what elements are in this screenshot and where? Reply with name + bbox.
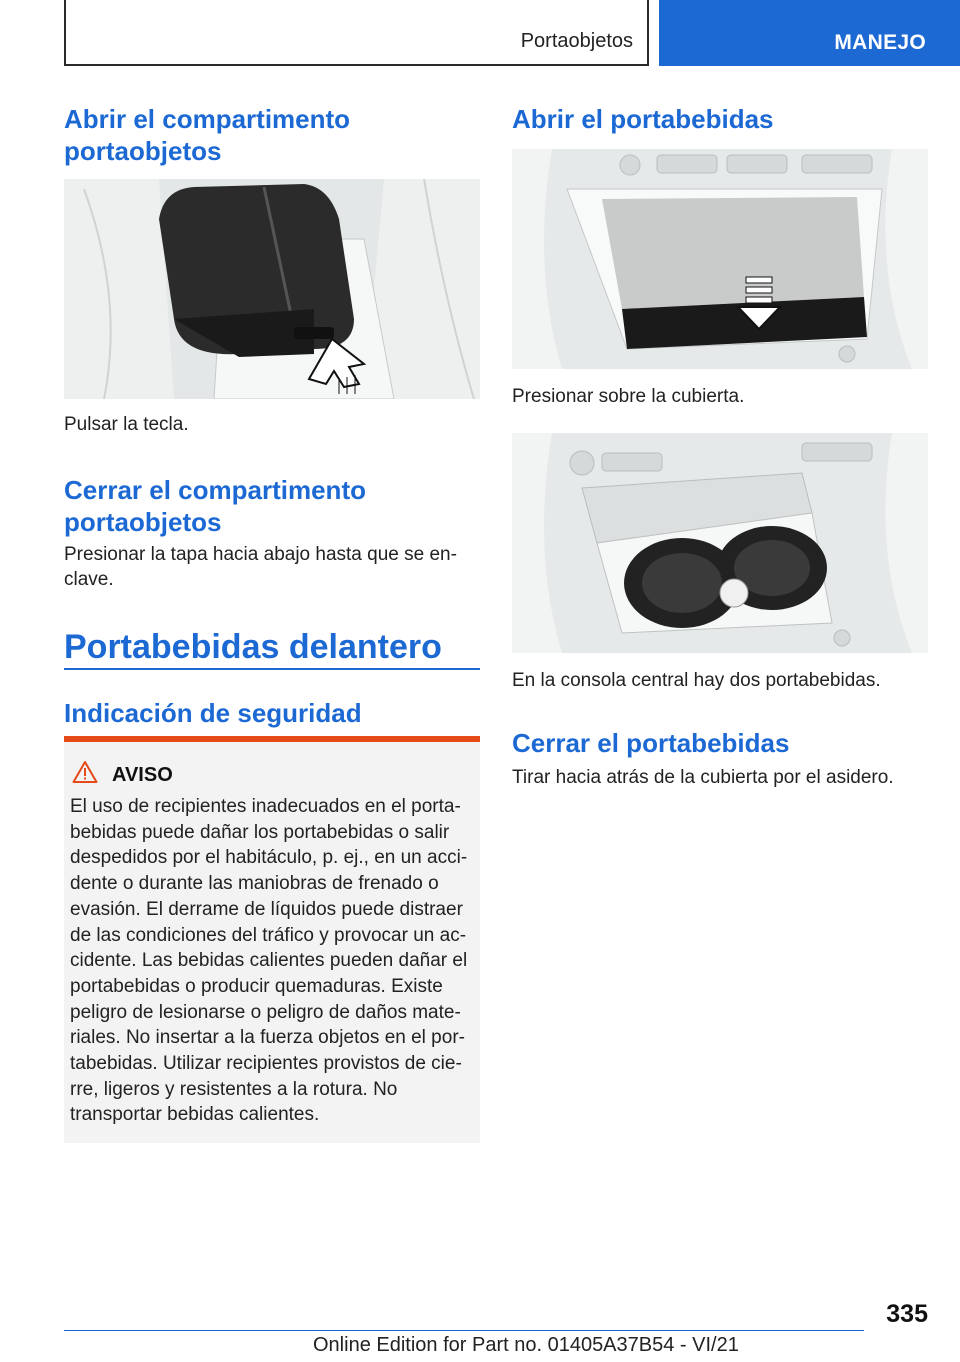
warning-box bbox=[64, 736, 480, 1143]
caption-press-button: Pulsar la tecla. bbox=[64, 414, 189, 435]
text-close-compartment: Presionar la tapa hacia abajo hasta que se enclave. bbox=[64, 544, 457, 590]
heading-rule bbox=[64, 668, 480, 670]
armrest-button-illustration bbox=[64, 179, 480, 399]
heading-safety-note: Indicación de seguridad bbox=[64, 698, 362, 728]
cupholder-cover-illustration bbox=[512, 149, 928, 369]
footer-rule bbox=[64, 1330, 864, 1331]
heading-close-cupholder: Cerrar el portabebidas bbox=[512, 728, 790, 758]
page-number: 335 bbox=[886, 1300, 928, 1328]
warning-bar bbox=[64, 736, 480, 742]
caption-press-cover: Presionar sobre la cubierta. bbox=[512, 386, 745, 407]
text-close-cupholder: Tirar hacia atrás de la cubierta por el asidero. bbox=[512, 767, 894, 788]
heading-open-compartment: Abrir el compartimento portaobjetos bbox=[64, 104, 351, 166]
open-cupholders-illustration bbox=[512, 433, 928, 653]
warning-title: AVISO bbox=[112, 764, 173, 786]
heading-open-cupholder: Abrir el portabebidas bbox=[512, 104, 774, 134]
heading-front-cupholders: Portabebidas delantero bbox=[64, 628, 442, 666]
header-section-title: Portaobjetos bbox=[520, 30, 633, 52]
chapter-tab bbox=[659, 0, 960, 66]
header-section-box bbox=[64, 0, 649, 66]
heading-close-compartment: Cerrar el compartimento portaobjetos bbox=[64, 475, 366, 537]
chapter-title: MANEJO bbox=[834, 31, 926, 54]
caption-two-cupholders: En la consola central hay dos portabebidas. bbox=[512, 670, 881, 691]
warning-text: El uso de recipientes inadecuados en el portabebidas puede dañar los portabebidas o salir despedidos por el habitáculo, p. ej., en un accidente o durante las maniobras de frenado o evasión. El derrame de líquidos puede distraer de las condiciones del tráfico y provocar un accidente. Las bebidas calientes pueden dañar el portabebidas o producir quemaduras. Existe peligro de lesionarse o peligro de daños materiales. No insertar a la fuerza objetos en el portabebidas. Utilizar recipientes provistos de cierre, ligeros y resistentes a la rotura. No transportar bebidas calientes. bbox=[70, 796, 468, 1126]
warning-triangle-icon bbox=[72, 760, 98, 784]
footer-edition: Online Edition for Part no. 01405A37B54 - VI/21 bbox=[313, 1334, 739, 1356]
